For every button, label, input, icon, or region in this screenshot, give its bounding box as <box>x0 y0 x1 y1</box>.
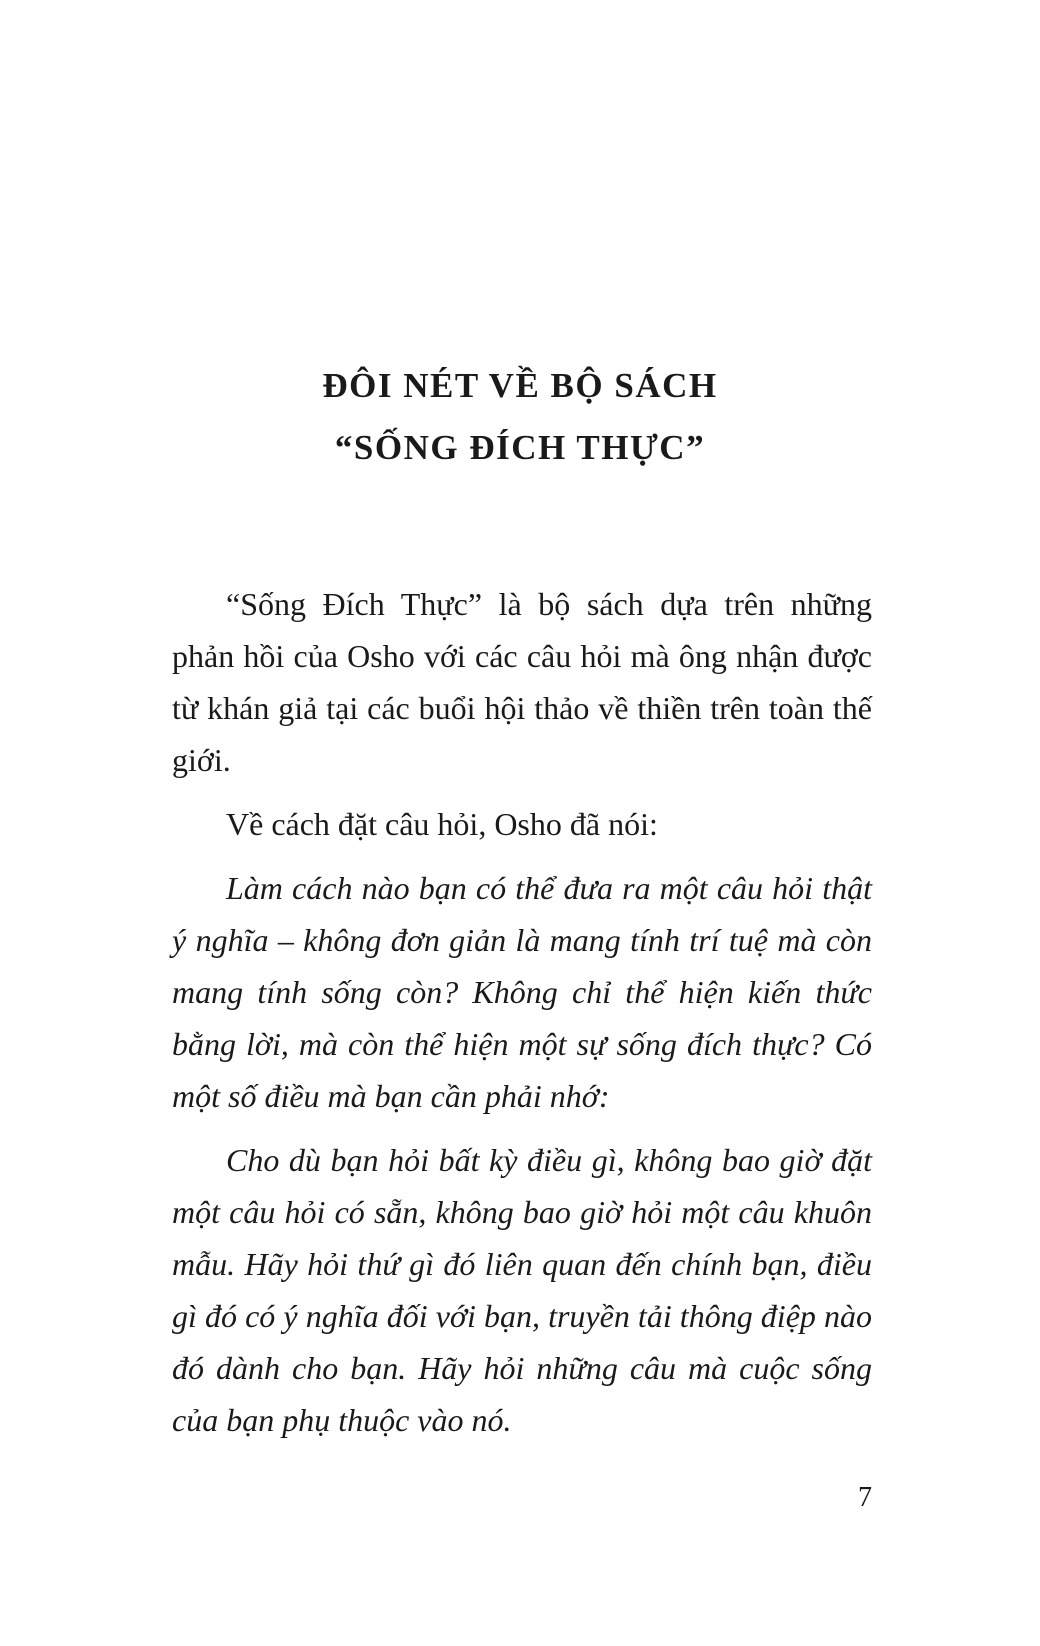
paragraph-intro: “Sống Đích Thực” là bộ sách dựa trên những phản hồi của Osho với các câu hỏi mà ông nhận được từ khán giả tại các buổi hội thảo về thiền trên toàn thế giới. <box>172 586 872 778</box>
paragraph-osho-said: Về cách đặt câu hỏi, Osho đã nói: <box>226 806 658 842</box>
chapter-title-line-1: ĐÔI NÉT VỀ BỘ SÁCH <box>322 366 718 405</box>
chapter-title-line-2: “SỐNG ĐÍCH THỰC” <box>334 428 706 467</box>
quote-paragraph-2: Cho dù bạn hỏi bất kỳ điều gì, không bao giờ đặt một câu hỏi có sẵn, không bao giờ hỏi một câu khuôn mẫu. Hãy hỏi thứ gì đó liên quan đến chính bạn, điều gì đó có ý nghĩa đối với bạn, truyền tải thông điệp nào đó dành cho bạn. Hãy hỏi những câu mà cuộc sống của bạn phụ thuộc vào nó. <box>172 1142 872 1438</box>
quote-paragraph-1: Làm cách nào bạn có thể đưa ra một câu hỏi thật ý nghĩa – không đơn giản là mang tính trí tuệ mà còn mang tính sống còn? Không chỉ thể hiện kiến thức bằng lời, mà còn thể hiện một sự sống đích thực? Có một số điều mà bạn cần phải nhớ: <box>172 870 872 1114</box>
page-number: 7 <box>858 1482 872 1513</box>
body-text <box>172 578 872 1446</box>
